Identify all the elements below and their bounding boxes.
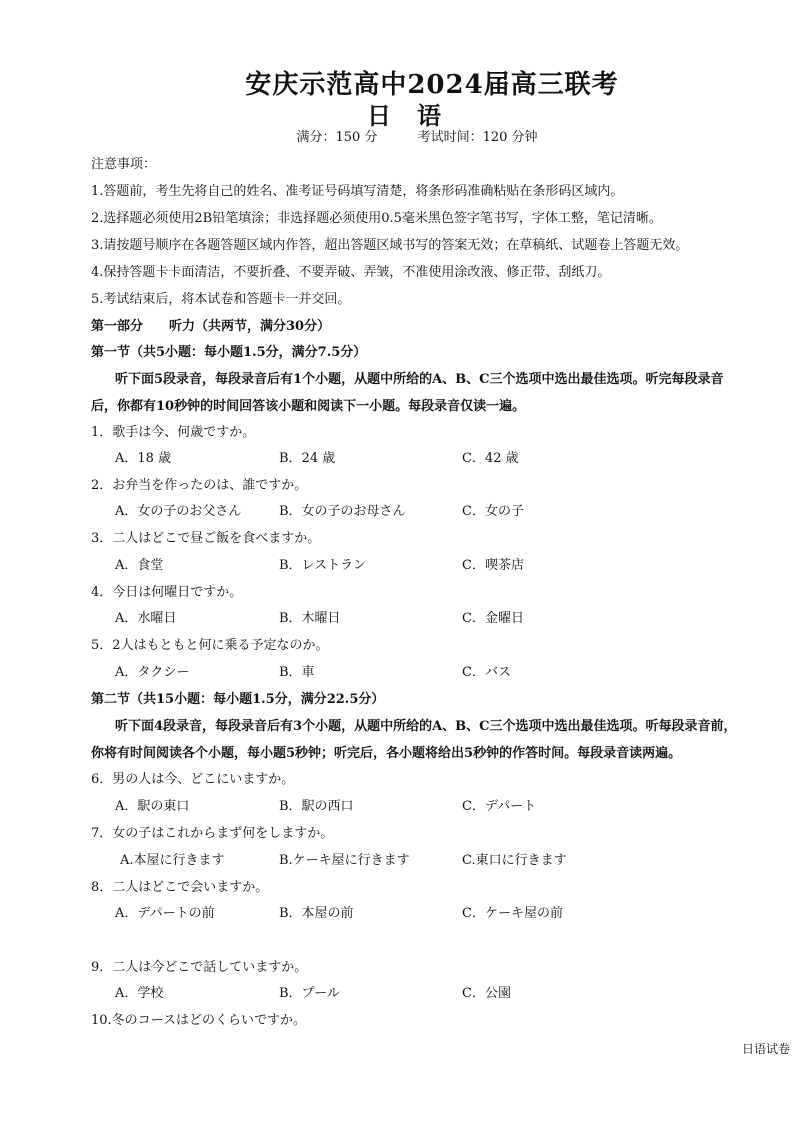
option-b: B．24 歳 [279,451,336,466]
option-a: A．デパートの前 [115,906,215,921]
option-b: B．車 [279,665,315,680]
option-a: A．18 歳 [115,451,172,466]
option-c: C．42 歳 [462,451,519,466]
question-text: 7．女の子はこれからまず何をしますか。 [91,826,334,841]
option-c: C．バス [462,665,511,680]
option-a: A．水曜日 [115,611,177,626]
option-b: B．プール [279,986,340,1001]
exam-score: 满分：150 分 [296,130,378,145]
option-b: B．レストラン [279,558,367,573]
notes-heading: 注意事项： [91,157,157,172]
exam-subject: 日语 [367,101,467,130]
exam-meta [0,126,794,145]
option-b: B．本屋の前 [279,906,354,921]
option-b: B．女の子のお母さん [279,504,406,519]
option-c: C．ケーキ屋の前 [462,906,563,921]
option-a: A．タクシー [115,665,190,680]
note-item: 4.保持答题卡卡面清洁，不要折叠、不要弄破、弄皱，不准使用涂改液、修正带、刮纸刀。 [91,265,611,280]
option-c: C．公園 [462,986,511,1001]
question-text: 1．歌手は今、何歳ですか。 [91,425,256,440]
option-a: A．学校 [115,986,164,1001]
question-text: 4．今日は何曜日ですか。 [91,585,243,600]
exam-title: 安庆示范高中2024届高三联考 [245,70,619,100]
note-item: 3.请按题号顺序在各题答题区域内作答，超出答题区域书写的答案无效；在草稿纸、试题卷上答题无效。 [91,238,689,253]
option-c: C．喫茶店 [462,558,524,573]
question-text: 2．お弁当を作ったのは、誰ですか。 [91,478,308,493]
option-b: B．木曜日 [279,611,341,626]
option-c: C．デパート [462,799,537,814]
question-text: 9．二人は今どこで話していますか。 [91,960,308,975]
option-c: C.東口に行きます [462,853,567,868]
option-c: C．女の子 [462,504,524,519]
section2-instructions: 你将有时间阅读各个小题，每小题5秒钟；听完后，各小题将给出5秒钟的作答时间。每段录音读两遍。 [91,746,682,761]
option-a: A.本屋に行きます [120,853,225,868]
page-footer: 日语试卷 [741,1042,790,1056]
option-b: B.ケーキ屋に行きます [279,853,410,868]
option-a: A．駅の東口 [115,799,190,814]
section1-instructions: 听下面5段录音，每段录音后有1个小题，从题中所给的A、B、C三个选项中选出最佳选项。听完每段录音 [115,372,724,387]
question-text: 10.冬のコースはどのくらいですか。 [91,1013,307,1028]
section2-heading: 第二节（共15小题：每小题1.5分，满分22.5分） [91,692,385,707]
section1-heading: 第一节（共5小题：每小题1.5分，满分7.5分） [91,345,367,360]
option-c: C．金曜日 [462,611,524,626]
part1-heading: 第一部分 听力（共两节，满分30分） [91,319,331,334]
question-text: 5．2人はもともと何に乗る予定なのか。 [91,638,329,653]
note-item: 1.答题前，考生先将自己的姓名、准考证号码填写清楚，将条形码准确粘贴在条形码区域内。 [91,184,624,199]
option-b: B．駅の西口 [279,799,354,814]
section1-instructions: 后，你都有10秒钟的时间回答该小题和阅读下一小题。每段录音仅读一遍。 [91,399,526,414]
option-a: A．女の子のお父さん [115,504,242,519]
section2-instructions: 听下面4段录音，每段录音后有3个小题，从题中所给的A、B、C三个选项中选出最佳选项。听每段录音前， [115,719,737,734]
question-text: 6．男の人は今、どこにいますか。 [91,772,295,787]
option-a: A．食堂 [115,558,164,573]
note-item: 5.考试结束后，将本试卷和答题卡一并交回。 [91,292,351,307]
question-text: 8．二人はどこで会いますか。 [91,880,269,895]
exam-time: 考试时间：120 分钟 [417,130,538,145]
note-item: 2.选择题必须使用2B铅笔填涂；非选择题必须使用0.5毫米黑色签字笔书写，字体工整，笔记清晰。 [91,211,662,226]
question-text: 3．二人はどこで昼ご飯を食べますか。 [91,531,321,546]
